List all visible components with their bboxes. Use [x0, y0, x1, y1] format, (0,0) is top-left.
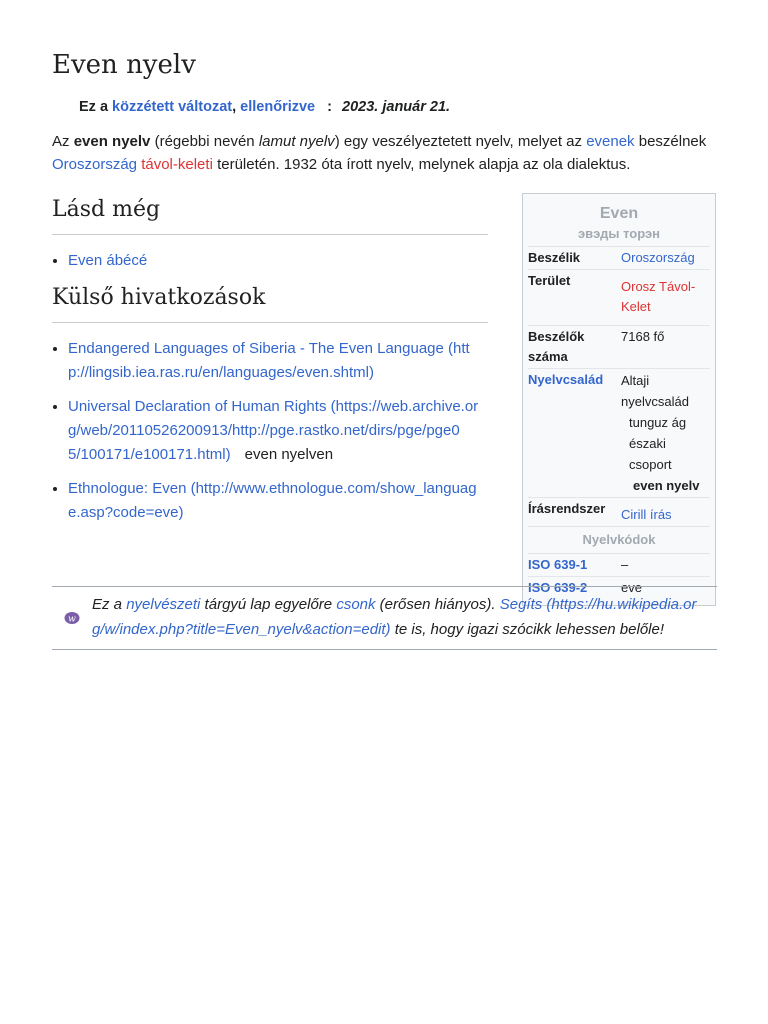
- intro-italic-term: lamut nyelv: [258, 133, 335, 150]
- infobox-row: [528, 325, 710, 368]
- evenek-link[interactable]: evenek: [586, 133, 635, 150]
- oroszorszag-link[interactable]: Oroszország: [52, 156, 138, 173]
- infobox-row: [528, 269, 710, 325]
- even-abece-link[interactable]: Even ábécé: [68, 252, 148, 269]
- infobox-value: eve: [621, 580, 642, 595]
- list-item: [68, 249, 504, 273]
- infobox-family-key-link[interactable]: Nyelvcsalád: [528, 372, 604, 387]
- external-link-1[interactable]: Endangered Languages of Siberia - The Even Language (htt p://lingsib.iea.ras.ru/en/languages/even.shtml): [68, 340, 470, 381]
- stub-text-part: Ez a: [92, 596, 127, 613]
- external-links-heading: Külső hivatkozások: [52, 285, 488, 323]
- infobox-value: –: [621, 557, 629, 572]
- infobox-row: [528, 553, 710, 576]
- infobox-spoken-link[interactable]: Oroszország: [621, 250, 695, 265]
- intro-text: ) egy veszélyeztetett nyelv, melyet az: [334, 133, 587, 150]
- infobox-key: Terület: [528, 273, 571, 288]
- infobox-row: [528, 246, 710, 269]
- stub-notice: [52, 586, 717, 650]
- list-item: [68, 395, 504, 467]
- intro-text: (régebbi nevén: [150, 133, 259, 150]
- nyelveszeti-link[interactable]: nyelvészeti: [126, 596, 201, 613]
- infobox-script-link[interactable]: Cirill írás: [621, 507, 672, 522]
- infobox-key: Beszélők száma: [528, 329, 585, 364]
- list-item: [68, 337, 504, 385]
- infobox-codes-heading: Nyelvkódok: [528, 526, 710, 553]
- infobox-region-link[interactable]: Orosz Távol-Kelet: [621, 279, 696, 314]
- revision-colon: :: [327, 99, 332, 115]
- see-also-heading: Lásd még: [52, 197, 488, 235]
- segits-link[interactable]: Segíts (https://hu.wikipedia.or g/w/index.php?title=Even_nyelv&action=edit): [92, 596, 697, 638]
- intro-text: területén. 1932 óta írott nyelv, melynek alapja az ola dialektus.: [212, 156, 631, 173]
- stub-text-part: te is, hogy igazi szócikk lehessen belőle!: [390, 621, 665, 638]
- list-item: [68, 477, 504, 525]
- stub-text-part: (erősen hiányos).: [375, 596, 500, 613]
- external-links-list: [52, 337, 504, 535]
- family-level-4: even nyelv: [633, 478, 700, 493]
- family-level-3: északi csoport: [629, 436, 672, 472]
- csonk-link[interactable]: csonk: [336, 596, 376, 613]
- stub-text: [92, 592, 712, 642]
- family-level-1: Altaji nyelvcsalád: [621, 373, 689, 409]
- infobox-row: [528, 497, 710, 526]
- intro-text: beszélnek: [634, 133, 707, 150]
- infobox-value: 7168 fő: [621, 329, 665, 344]
- infobox-key: Beszélik: [528, 250, 581, 265]
- external-link-2[interactable]: Universal Declaration of Human Rights (https://web.archive.or g/web/20110526200913/http://pge.rastko.net/dirs/pge/pge0 5/100171/e100171.html): [68, 398, 479, 463]
- intro-bold-term: even nyelv: [73, 133, 151, 150]
- tavol-keleti-link[interactable]: távol-keleti: [141, 156, 213, 173]
- iso-639-2-link[interactable]: ISO 639-2: [528, 580, 588, 595]
- checked-link[interactable]: ellenőrizve: [240, 99, 316, 115]
- external-link-3[interactable]: Ethnologue: Even (http://www.ethnologue.com/show_languag e.asp?code=eve): [68, 480, 477, 521]
- intro-paragraph: [52, 130, 722, 176]
- revision-notice: [79, 99, 450, 115]
- language-infobox: [522, 193, 716, 606]
- infobox-title: Even: [599, 205, 639, 222]
- published-version-link[interactable]: közzétett változat: [112, 99, 233, 115]
- revision-prefix: Ez a: [79, 99, 109, 115]
- stub-text-part: tárgyú lap egyelőre: [200, 596, 337, 613]
- revision-comma: ,: [232, 99, 237, 115]
- see-also-list: [52, 249, 504, 283]
- page-title: Even nyelv: [52, 50, 196, 80]
- infobox-row: [528, 368, 710, 497]
- infobox-key: Írásrendszer: [528, 501, 606, 516]
- external-link-2-suffix: even nyelven: [244, 446, 334, 463]
- iso-639-1-link[interactable]: ISO 639-1: [528, 557, 588, 572]
- intro-text: Az: [52, 133, 74, 150]
- revision-date: 2023. január 21.: [342, 99, 451, 115]
- svg-text:w: w: [68, 614, 76, 625]
- infobox-native-name: эвэды торэн: [577, 226, 661, 241]
- stub-w-icon: [64, 611, 80, 625]
- family-level-2: tunguz ág: [629, 415, 687, 430]
